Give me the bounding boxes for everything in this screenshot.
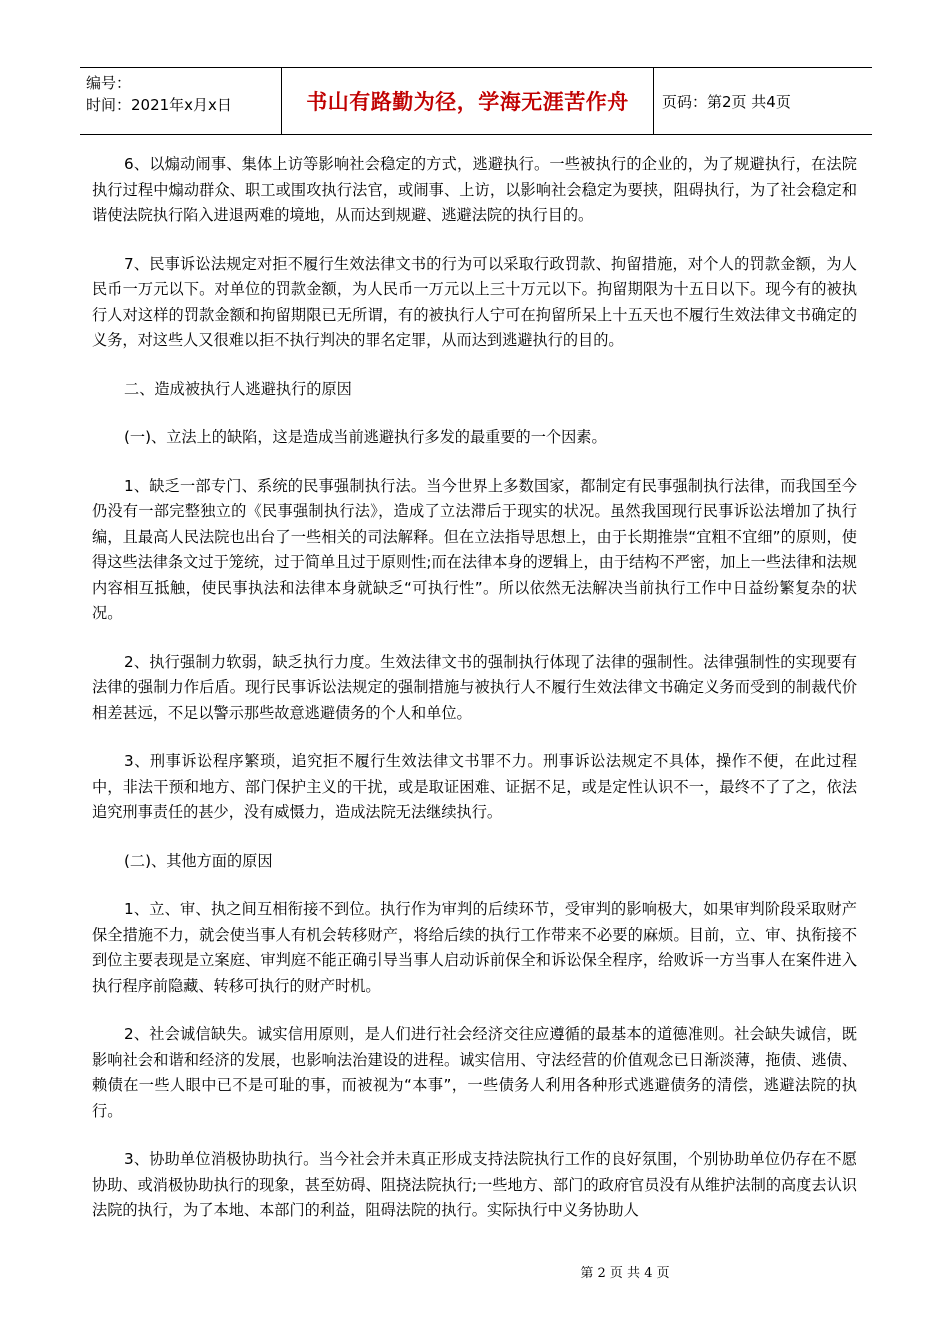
page-footer — [0, 1262, 950, 1281]
paragraph-4: 2、执行强制力软弱，缺乏执行力度。生效法律文书的强制执行体现了法律的强制性。法律强制性的实现要有法律的强制力作后盾。现行民事诉讼法规定的强制措施与被执行人不履行生效法律文书确定义务而受到的制裁代价相差甚远，不足以警示那些故意逃避债务的个人和单位。 — [92, 652, 857, 722]
paragraph-3: 1、缺乏一部专门、系统的民事强制执行法。当今世界上多数国家，都制定有民事强制执行法律，而我国至今仍没有一部完整独立的《民事强制执行法》，造成了立法滞后于现实的状况。虽然我国现行民事诉讼法增加了执行编，且最高人民法院也出台了一些相关的司法解释。但在立法指导思想上，由于长期推崇“宜粗不宜细”的原则，使得这些法律条文过于笼统，过于简单且过于原则性;而在法律本身的逻辑上，由于结构不严密，加上一些法律和法规内容相互抵触，使民事执法和法律本身就缺乏“可执行性”。所以依然无法解决当前执行工作中日益纷繁复杂的状况。 — [92, 476, 857, 622]
document-body — [92, 152, 857, 1247]
subsection-heading-legislation: (一)、立法上的缺陷，这是造成当前逃避执行多发的最重要的一个因素。 — [124, 428, 607, 446]
paragraph-5: 3、刑事诉讼程序繁琐，追究拒不履行生效法律文书罪不力。刑事诉讼法规定不具体，操作不便，在此过程中，非法干预和地方、部门保护主义的干扰，或是取证困难、证据不足，或是定性认识不一，最终不了了之，依法追究刑事责任的甚少，没有威慑力，造成法院无法继续执行。 — [92, 752, 857, 821]
header-motto: 书山有路勤为径，学海无涯苦作舟 — [282, 68, 654, 134]
subsection-heading-other: (二)、其他方面的原因 — [124, 851, 273, 870]
footer-page-number: 第 2 页 共 4 页 — [580, 1266, 670, 1281]
document-date-label: 时间：2021年x月x日 — [86, 96, 232, 114]
header-meta-cell — [80, 68, 282, 134]
document-header — [80, 67, 872, 135]
paragraph-1: 6、以煽动闹事、集体上访等影响社会稳定的方式，逃避执行。一些被执行的企业的，为了规避执行，在法院执行过程中煽动群众、职工或围攻执行法官，或闹事、上访，以影响社会稳定为要挟，阻碍执行，为了社会稳定和谐使法院执行陷入进退两难的境地，从而达到规避、逃避法院的执行目的。 — [92, 155, 857, 224]
section-heading-reasons: 二、造成被执行人逃避执行的原因 — [124, 379, 352, 398]
header-page-label: 页码：第2页 共4页 — [662, 92, 791, 111]
paragraph-8: 3、协助单位消极协助执行。当今社会并未真正形成支持法院执行工作的良好氛围，个别协助单位仍存在不愿协助、或消极协助执行的现象，甚至妨碍、阻挠法院执行;一些地方、部门的政府官员没有从维护法制的高度去认识法院的执行，为了本地、本部门的利益，阻碍法院的执行。实际执行中义务协助人 — [92, 1150, 857, 1219]
paragraph-7: 2、社会诚信缺失。诚实信用原则，是人们进行社会经济交往应遵循的最基本的道德准则。社会缺失诚信，既影响社会和谐和经济的发展，也影响法治建设的进程。诚实信用、守法经营的价值观念已日渐淡薄，拖债、逃债、赖债在一些人眼中已不是可耻的事，而被视为“本事”，一些债务人利用各种形式逃避债务的清偿，逃避法院的执行。 — [92, 1025, 857, 1120]
paragraph-2: 7、民事诉讼法规定对拒不履行生效法律文书的行为可以采取行政罚款、拘留措施，对个人的罚款金额，为人民币一万元以下。对单位的罚款金额，为人民币一万元以上三十万元以下。拘留期限为十五日以下。现今有的被执行人对这样的罚款金额和拘留期限已无所谓，有的被执行人宁可在拘留所呆上十五天也不履行生效法律文书确定的义务，对这些人又很难以拒不执行判决的罪名定罪，从而达到逃避执行的目的。 — [92, 254, 857, 349]
document-number-label: 编号： — [86, 74, 132, 92]
paragraph-6: 1、立、审、执之间互相衔接不到位。执行作为审判的后续环节，受审判的影响极大，如果审判阶段采取财产保全措施不力，就会使当事人有机会转移财产，将给后续的执行工作带来不必要的麻烦。目前，立、审、执衔接不到位主要表现是立案庭、审判庭不能正确引导当事人启动诉前保全和诉讼保全程序，给败诉一方当事人在案件进入执行程序前隐藏、转移可执行的财产时机。 — [92, 900, 857, 995]
